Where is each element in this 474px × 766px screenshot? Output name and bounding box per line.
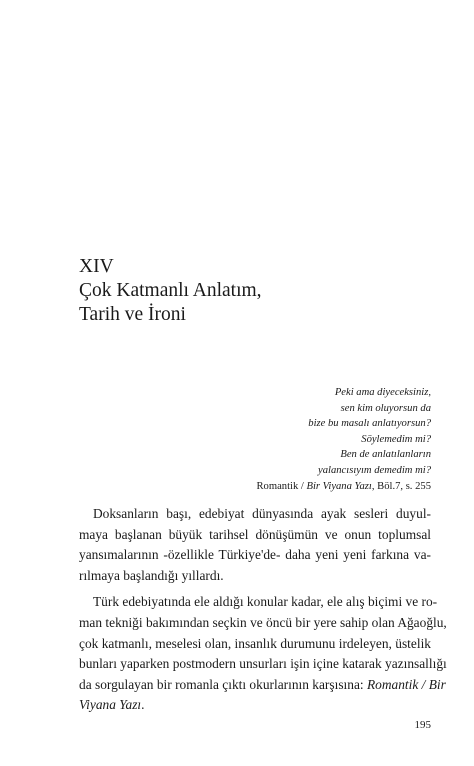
book-title-italic: Viyana Yazı <box>79 697 142 713</box>
chapter-title-line-1: Çok Katmanlı Anlatım, <box>79 280 262 301</box>
paragraph-2-line: çok katmanlı, meselesi olan, insanlık durumunu irdeleyen, üstelik <box>79 635 431 651</box>
book-title-italic: Romantik / Bir <box>366 676 446 692</box>
paragraph-1-line: maya başlanan büyük tarihsel dönüşümün ve onun toplumsal <box>79 526 431 542</box>
epigraph-line: yalancısıyım demedim mi? <box>318 464 431 476</box>
paragraph-2-line: man tekniği bakımından seçkin ve öncü bir yere sahip olan Ağaoğlu, <box>79 614 447 630</box>
epigraph-line: sen kim oluyorsun da <box>340 402 431 414</box>
paragraph-1-line: yansımalarının -özellikle Türkiye'de- daha yeni yeni farkına va- <box>79 547 431 563</box>
epigraph-source-suffix: , Böl.7, s. 255 <box>371 480 431 492</box>
epigraph <box>256 385 431 494</box>
paragraph-2-text: da sorgulayan bir romanla çıktı okurlarının karşısına: <box>79 676 367 692</box>
chapter-number: XIV <box>79 256 114 277</box>
epigraph-line: bize bu masalı anlatıyorsun? <box>308 418 431 430</box>
epigraph-line: Peki ama diyeceksiniz, <box>334 387 431 398</box>
epigraph-line: Söylemedim mi? <box>361 433 431 445</box>
epigraph-source <box>256 479 431 495</box>
paragraph-1-line: Doksanların başı, edebiyat dünyasında ayak sesleri duyul- <box>93 506 431 521</box>
epigraph-source-title: Bir Viyana Yazı <box>306 480 372 492</box>
paragraph-2-line: bunları yaparken postmodern unsurları işin içine katarak yazınsallığı <box>79 656 447 672</box>
paragraph-1-line: rılmaya başlandığı yıllardı. <box>79 567 224 583</box>
page-number: 195 <box>414 719 431 731</box>
paragraph-2-line: Türk edebiyatında ele aldığı konular kadar, ele alış biçimi ve ro- <box>93 594 438 610</box>
epigraph-source-prefix: Romantik / <box>256 480 307 492</box>
paragraph-2-end: . <box>141 697 145 713</box>
body-text <box>79 504 447 716</box>
chapter-heading <box>79 255 419 327</box>
epigraph-line: Ben de anlatılanların <box>340 449 431 461</box>
chapter-title-line-2: Tarih ve İroni <box>79 304 186 325</box>
paragraph-2-line <box>79 675 446 696</box>
paragraph-2-line <box>79 695 431 716</box>
